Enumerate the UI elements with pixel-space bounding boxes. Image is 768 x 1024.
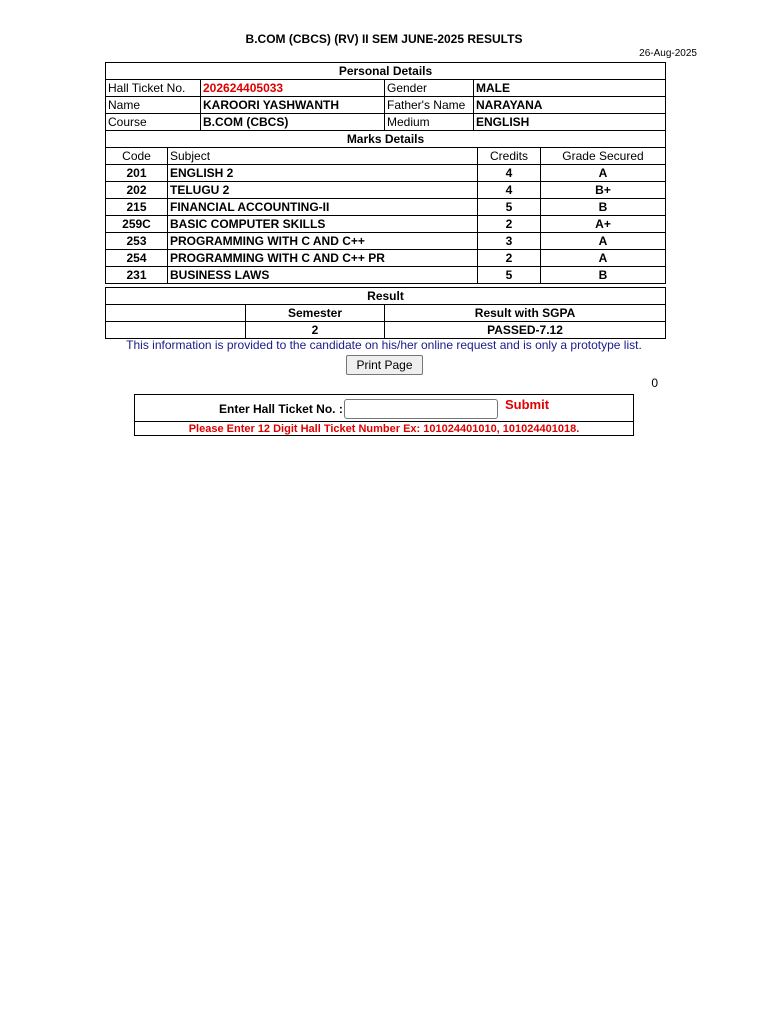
subject-credits: 3	[478, 233, 541, 250]
medium-value: ENGLISH	[474, 114, 666, 131]
personal-details-table	[105, 62, 666, 131]
table-row	[106, 216, 666, 233]
hall-ticket-label: Hall Ticket No.	[106, 80, 201, 97]
hall-ticket-hint: Please Enter 12 Digit Hall Ticket Number Ex: 101024401010, 101024401018.	[188, 423, 580, 435]
subject-credits: 5	[478, 267, 541, 284]
subject-grade: B+	[541, 182, 666, 199]
marks-details-heading: Marks Details	[106, 131, 666, 148]
result-blank-cell	[106, 305, 246, 322]
subject-grade: A	[541, 250, 666, 267]
page-title: B.COM (CBCS) (RV) II SEM JUNE-2025 RESULTS	[245, 32, 523, 46]
subject-name: PROGRAMMING WITH C AND C++ PR	[168, 250, 478, 267]
subject-credits: 2	[478, 250, 541, 267]
subject-credits: 5	[478, 199, 541, 216]
hall-ticket-input[interactable]	[344, 399, 498, 419]
column-header-subject: Subject	[168, 148, 478, 165]
prototype-notice: This information is provided to the candidate on his/her online request and is only a prototype list.	[126, 338, 642, 352]
subject-name: PROGRAMMING WITH C AND C++	[168, 233, 478, 250]
course-label: Course	[106, 114, 201, 131]
semester-label: Semester	[246, 305, 385, 322]
table-row	[106, 250, 666, 267]
subject-grade: B	[541, 199, 666, 216]
result-heading: Result	[106, 288, 666, 305]
result-date: 26-Aug-2025	[639, 48, 697, 59]
result-table	[105, 287, 666, 339]
subject-name: ENGLISH 2	[168, 165, 478, 182]
subject-name: TELUGU 2	[168, 182, 478, 199]
lookup-input-row	[135, 395, 633, 422]
table-row	[106, 199, 666, 216]
hall-ticket-input-label: Enter Hall Ticket No. :	[219, 402, 343, 416]
gender-label: Gender	[385, 80, 474, 97]
subject-code: 215	[106, 199, 168, 216]
marks-details-table	[105, 130, 666, 284]
print-page-button[interactable]: Print Page	[346, 355, 423, 375]
visitor-counter: 0	[651, 376, 658, 390]
course-value: B.COM (CBCS)	[201, 114, 385, 131]
semester-value: 2	[246, 322, 385, 339]
subject-code: 259C	[106, 216, 168, 233]
submit-button[interactable]: Submit	[505, 397, 550, 412]
subject-name: BASIC COMPUTER SKILLS	[168, 216, 478, 233]
column-header-code: Code	[106, 148, 168, 165]
subject-name: FINANCIAL ACCOUNTING-II	[168, 199, 478, 216]
table-row	[106, 182, 666, 199]
subject-credits: 2	[478, 216, 541, 233]
result-blank-cell	[106, 322, 246, 339]
column-header-credits: Credits	[478, 148, 541, 165]
hall-ticket-value: 202624405033	[201, 80, 385, 97]
table-row	[106, 165, 666, 182]
subject-credits: 4	[478, 182, 541, 199]
gender-value: MALE	[474, 80, 666, 97]
sgpa-label: Result with SGPA	[385, 305, 666, 322]
subject-grade: A+	[541, 216, 666, 233]
subject-code: 202	[106, 182, 168, 199]
table-row	[106, 267, 666, 284]
name-label: Name	[106, 97, 201, 114]
medium-label: Medium	[385, 114, 474, 131]
name-value: KAROORI YASHWANTH	[201, 97, 385, 114]
table-row	[106, 233, 666, 250]
subject-name: BUSINESS LAWS	[168, 267, 478, 284]
column-header-grade: Grade Secured	[541, 148, 666, 165]
hall-ticket-lookup-form	[134, 394, 634, 436]
subject-code: 253	[106, 233, 168, 250]
father-name-value: NARAYANA	[474, 97, 666, 114]
sgpa-value: PASSED-7.12	[385, 322, 666, 339]
subject-grade: A	[541, 233, 666, 250]
subject-code: 254	[106, 250, 168, 267]
subject-code: 201	[106, 165, 168, 182]
personal-details-heading: Personal Details	[106, 63, 666, 80]
subject-grade: B	[541, 267, 666, 284]
subject-grade: A	[541, 165, 666, 182]
subject-code: 231	[106, 267, 168, 284]
subject-credits: 4	[478, 165, 541, 182]
father-name-label: Father's Name	[385, 97, 474, 114]
